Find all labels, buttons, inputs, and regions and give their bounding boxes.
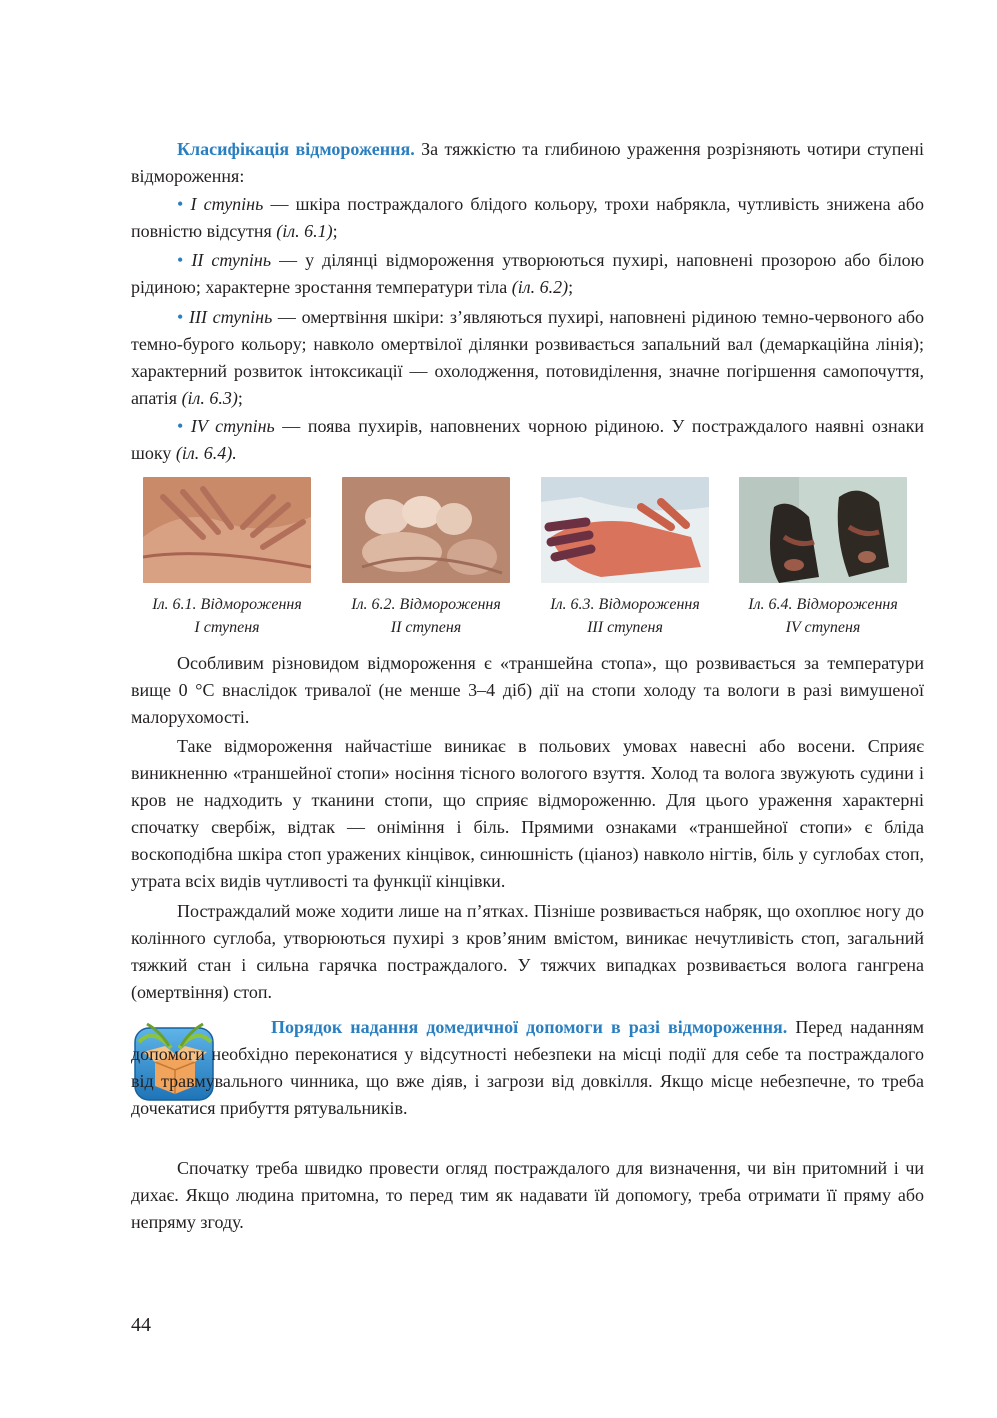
degree-end: ;	[332, 221, 338, 241]
bullet-icon: •	[177, 416, 184, 436]
figure-caption: Іл. 6.2. Відмороження II ступеня	[351, 596, 501, 636]
figure-ref: (іл. 6.1)	[276, 221, 333, 241]
degree-text: — у ділянці відмороження утворюються пухирі, наповнені прозорою або білою рідиною; характерне зростання температури тіла	[131, 250, 925, 297]
figure-ref: (іл. 6.3)	[181, 388, 238, 408]
first-aid-heading: Порядок надання домедичної допомоги в разі відмороження.	[271, 1017, 788, 1037]
frostbite-black-feet-photo	[739, 477, 907, 583]
figure-caption: Іл. 6.3. Відмороження III ступеня	[550, 596, 700, 636]
trench-foot-paragraph: Особливим різновидом відмороження є «траншейна стопа», що розвивається за температури вище 0 °С внаслідок тривалої (не менше 3–4 діб) дії на стопи холоду та вологи в разі вимушеної малорухомості.	[131, 653, 924, 727]
degree-end: ;	[237, 388, 243, 408]
figure-ref: (іл. 6.4).	[175, 443, 237, 463]
trench-foot-causes-paragraph: Таке відмороження найчастіше виникає в польових умовах навесні або восени. Сприяє виникненню «траншейної стопи» носіння тісного вологого взуття. Холод та волога звужують судини і кров не надходить у тканини стопи, що сприяє відмороженню. Для цього ураження характерні спочатку свербіж, відтак — оніміння і біль. Прямими ознаками «траншейної стопи» є бліда воскоподібна шкіра стоп уражених кінцівок, синюшність (ціаноз) навколо нігтів, біль у суглобах стоп, утрата всіх видів чутливості та функції кінцівки.	[131, 736, 924, 891]
degree-name: II ступінь	[191, 250, 272, 270]
first-aid-section	[131, 1014, 924, 1122]
degree-name: I ступінь	[190, 194, 264, 214]
figure-caption: Іл. 6.4. Відмороження IV ступеня	[748, 596, 898, 636]
frostbite-dark-fingers-photo	[541, 477, 709, 583]
figure-6-3	[541, 477, 709, 639]
figure-6-4	[739, 477, 907, 639]
classification-heading: Класифікація відмороження.	[177, 139, 415, 159]
first-aid-text: Перед наданням допомоги необхідно переконатися у відсутності небезпеки на місці події для себе та постраждалого від травмувального чинника, що вже діяв, і загрози від довкілля. Якщо місце небезпечне, то треба дочекатися прибуття рятувальників.	[131, 1017, 924, 1118]
degree-item	[131, 413, 924, 467]
degree-item	[131, 304, 924, 412]
classification-intro-text: За тяжкістю та глибиною ураження розрізняють чотири ступені відмороження:	[131, 139, 924, 186]
degree-text: — омертвіння шкіри: з’являються пухирі, наповнені рідиною темно-червоного або темно-бурого кольору; навколо омертвілої ділянки розвивається запальний вал (демаркаційна лінія); характерний розвиток інтоксикації — охолодження, потовиділення, значне погіршення самопочуття, апатія	[131, 307, 924, 408]
frostbite-hands-photo	[143, 477, 311, 583]
degree-name: IV ступінь	[190, 416, 275, 436]
bullet-icon: •	[177, 307, 184, 327]
figure-caption: Іл. 6.1. Відмороження I ступеня	[152, 596, 302, 636]
page-number: 44	[131, 1314, 151, 1336]
bullet-icon: •	[177, 194, 184, 214]
figure-ref: (іл. 6.2)	[511, 277, 569, 297]
degree-name: III ступінь	[188, 307, 273, 327]
degree-end: ;	[568, 277, 574, 297]
degree-text: — поява пухирів, наповнених чорною рідиною. У постраждалого наявні ознаки шоку	[131, 416, 924, 463]
figure-6-2	[342, 477, 510, 639]
degree-text: — шкіра постраждалого блідого кольору, трохи набрякла, чутливість знижена або повністю відсутня	[131, 194, 924, 241]
frostbite-blisters-photo	[342, 477, 510, 583]
degree-item	[131, 191, 924, 245]
bullet-icon: •	[177, 250, 184, 270]
degree-item	[131, 247, 924, 301]
trench-foot-progression-paragraph: Постраждалий може ходити лише на п’ятках. Пізніше розвивається набряк, що охоплює ногу до колінного суглоба, утворюються пухирі з кров’яним вмістом, виникає нечутливість стоп, загальний тяжкий стан і сильна гарячка постраждалого. У тяжчих випадках розвивається волога гангрена (омертвіння) стоп.	[131, 901, 924, 1002]
assessment-paragraph: Спочатку треба швидко провести огляд постраждалого для визначення, чи він притомний і чи дихає. Якщо людина притомна, то перед тим як надавати їй допомогу, треба отримати її пряму або непряму згоду.	[131, 1158, 924, 1232]
figure-6-1	[143, 477, 311, 639]
classification-intro	[131, 136, 924, 190]
